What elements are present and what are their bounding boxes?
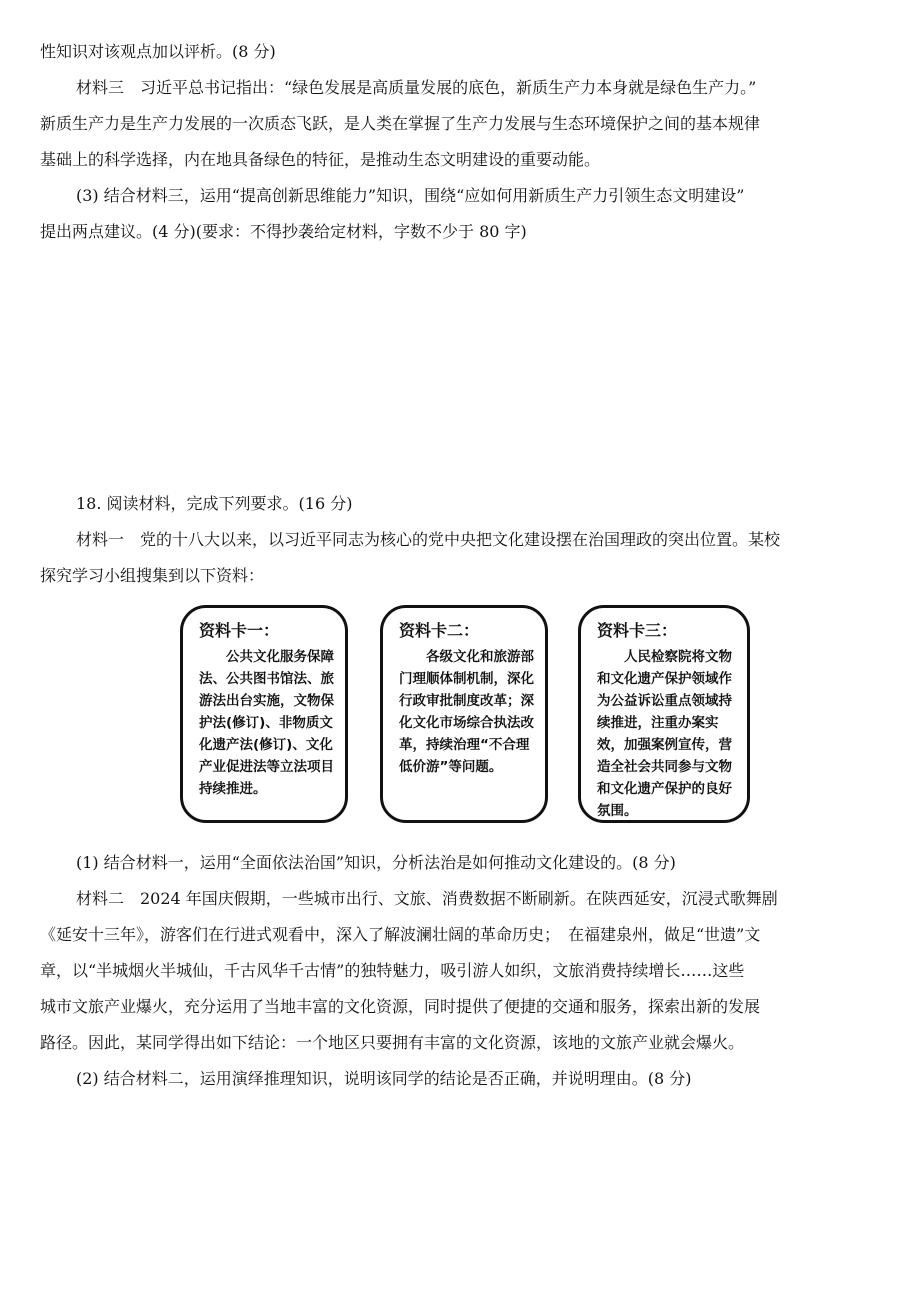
material2-line: 城市文旅产业爆火，充分运用了当地丰富的文化资源，同时提供了便捷的交通和服务，探索出新的发展 [40, 997, 761, 1016]
material3-line: 新质生产力是生产力发展的一次质态飞跃，是人类在掌握了生产力发展与生态环境保护之间的基本规律 [40, 114, 761, 133]
card-title: 资料卡二： [399, 621, 480, 640]
material2-line: 《延安十三年》，游客们在行进式观看中，深入了解波澜壮阔的革命历史； 在福建泉州，做足“世遗”文 [40, 925, 761, 944]
material1-line: 材料一 党的十八大以来，以习近平同志为核心的党中央把文化建设摆在治国理政的突出位置。某校 [76, 530, 781, 549]
card-title: 资料卡一： [199, 621, 280, 640]
card-body: 人民检察院将文物和文化遗产保护领域作为公益诉讼重点领域持续推进，注重办案实效，加强案例宣传，营造全社会共同参与文物和文化遗产保护的良好氛围。 [597, 649, 732, 819]
question-1: (1) 结合材料一，运用“全面依法治国”知识，分析法治是如何推动文化建设的。(8 分) [76, 853, 676, 872]
resource-cards [180, 605, 750, 830]
question-3-cont: 提出两点建议。(4 分)(要求：不得抄袭给定材料，字数不少于 80 字) [40, 222, 527, 241]
material3-line: 材料三 习近平总书记指出：“绿色发展是高质量发展的底色，新质生产力本身就是绿色生产力。” [76, 78, 757, 97]
card-title: 资料卡三： [597, 621, 678, 640]
material3-line: 基础上的科学选择，内在地具备绿色的特征，是推动生态文明建设的重要动能。 [40, 150, 601, 169]
question-18-heading: 18. 阅读材料，完成下列要求。(16 分) [76, 494, 353, 513]
material2-line: 路径。因此，某同学得出如下结论：一个地区只要拥有丰富的文化资源，该地的文旅产业就会爆火。 [40, 1033, 745, 1052]
question-3: (3) 结合材料三，运用“提高创新思维能力”知识，围绕“应如何用新质生产力引领生态文明建设” [76, 186, 745, 205]
resource-card-1 [180, 605, 348, 823]
resource-card-2 [380, 605, 548, 823]
card-body: 公共文化服务保障法、公共图书馆法、旅游法出台实施，文物保护法(修订)、非物质文化遗产法(修订)、文化产业促进法等立法项目持续推进。 [199, 649, 334, 797]
material2-line: 章，以“半城烟火半城仙，千古风华千古情”的独特魅力，吸引游人如织，文旅消费持续增长……这些 [40, 961, 745, 980]
resource-card-3 [578, 605, 750, 823]
question-2: (2) 结合材料二，运用演绎推理知识，说明该同学的结论是否正确，并说明理由。(8 分) [76, 1069, 692, 1088]
material2-line: 材料二 2024 年国庆假期，一些城市出行、文旅、消费数据不断刷新。在陕西延安，沉浸式歌舞剧 [76, 889, 778, 908]
card-body: 各级文化和旅游部门理顺体制机制，深化行政审批制度改革；深化文化市场综合执法改革，持续治理“不合理低价游”等问题。 [399, 649, 534, 775]
material1-line: 探究学习小组搜集到以下资料： [40, 566, 265, 585]
prev-question-tail: 性知识对该观点加以评析。(8 分) [40, 42, 276, 61]
